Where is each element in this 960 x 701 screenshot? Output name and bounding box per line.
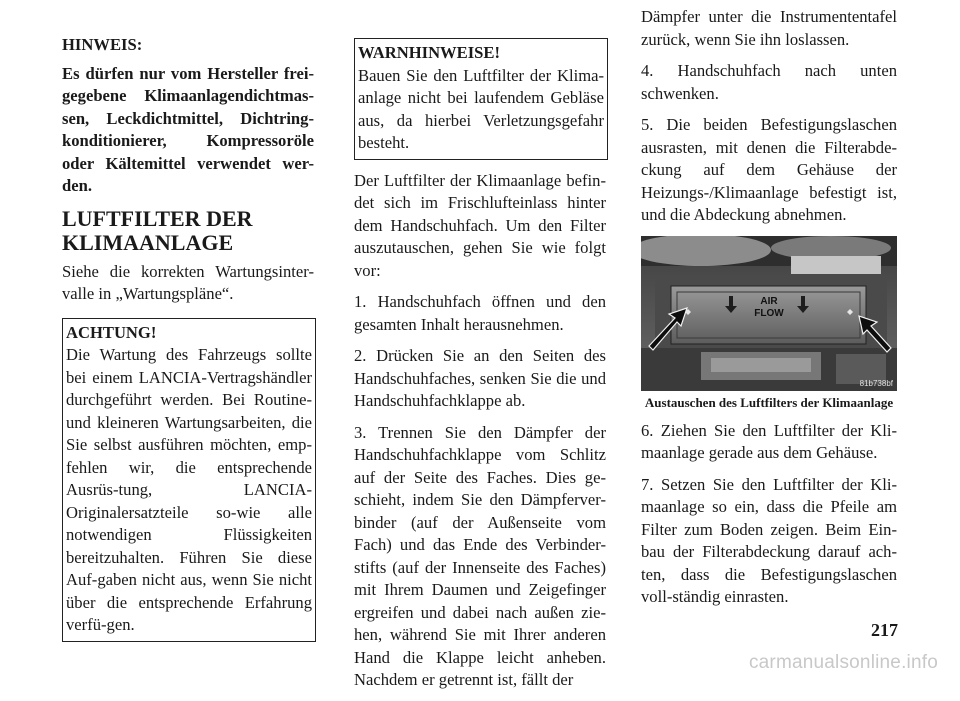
step-4: 4. Handschuhfach nach unten schwenken.: [641, 61, 897, 103]
step-7: 7. Setzen Sie den Luftfilter der Kli-maanlage so ein, dass die Pfeile am Filter zum Boden zeigen. Beim Ein-bau der Filterabdeckung darauf ach-ten, dass die Befestigungslaschen voll-ständig einrasten.: [641, 474, 897, 606]
right-column: [641, 6, 897, 618]
step-3: 3. Trennen Sie den Dämpfer der Handschuhfachklappe vom Schlitz auf der Seite des Faches. Dies ge-schieht, indem Sie den Dämpferver-binder (auf der Außenseite vom Fach) und das Ende des Verbinder-stifts (auf der Innenseite des Faches) mit Ihrem Daumen und Zeigefinger ergreifen und dabei nach außen zie-hen, während Sie mit Ihrer anderen Hand die Klappe leicht anheben. Nachdem er getrennt ist, fällt der: [354, 422, 606, 689]
section-title: LUFTFILTER DER KLIMAANLAGE: [62, 205, 253, 255]
note-heading: HINWEIS:: [62, 35, 143, 54]
intro-text: Siehe die korrekten Wartungsinter-valle in „Wartungspläne“.: [62, 261, 314, 303]
step-6: 6. Ziehen Sie den Luftfilter der Kli-maanlage gerade aus dem Gehäuse.: [641, 420, 897, 462]
paragraph-intro: Der Luftfilter der Klimaanlage befin-det sich im Frischlufteinlass hinter dem Handschuhfach. Um den Filter auszutauschen, gehen Sie wie folgt vor:: [354, 170, 606, 280]
caution-box: [62, 318, 316, 642]
figure-code: 81b738bf: [859, 378, 893, 388]
step-3-continued: Dämpfer unter die Instrumententafel zurück, wenn Sie ihn loslassen.: [641, 7, 897, 49]
figure-label-air: AIR: [760, 295, 778, 307]
caution-body: Die Wartung des Fahrzeugs sollte bei einem LANCIA-Vertragshändler durchgeführt werden. Bei Routine- und kleineren Wartungsarbeiten, die Sie selbst ausführen möchten, emp-fehlen wir, die entsprechende Ausrüs-tung, LANCIA-Originalersatzteile so-wie alle notwendigen Flüssigkeiten bereitzuhalten. Führen Sie diese Auf-gaben nicht aus, wenn Sie nicht über die entsprechende Erfahrung verfü-gen.: [66, 345, 312, 634]
left-column: [62, 34, 314, 642]
step-2: 2. Drücken Sie an den Seiten des Handschuhfaches, senken Sie die und Handschuhfachklappe ab.: [354, 346, 606, 410]
page-number: 217: [871, 620, 898, 640]
figure-caption: Austauschen des Luftfilters der Klimaanlage: [644, 394, 894, 410]
warning-box: [354, 38, 608, 160]
air-filter-figure: [641, 236, 897, 391]
caution-heading: ACHTUNG!: [66, 322, 157, 342]
step-5: 5. Die beiden Befestigungslaschen ausrasten, mit denen die Filterabde-ckung auf dem Gehäuse der Heizungs-/Klimaanlage befestigt ist, und die Abdeckung abnehmen.: [641, 115, 897, 224]
air-filter-illustration: [641, 236, 897, 391]
middle-column: [354, 38, 606, 701]
note-body: Es dürfen nur vom Hersteller frei-gegebene Klimaanlagendichtmas-sen, Leckdichtmittel, Dichtring-konditionierer, Kompressoröle oder Kältemittel verwendet wer-den.: [62, 63, 314, 195]
watermark: carmanualsonline.info: [748, 652, 938, 673]
figure-label-flow: FLOW: [754, 307, 784, 319]
step-1: 1. Handschuhfach öffnen und den gesamten Inhalt herausnehmen.: [354, 292, 606, 334]
warning-heading: WARNHINWEISE!: [358, 43, 500, 62]
warning-body: Bauen Sie den Luftfilter der Klima-anlage nicht bei laufendem Gebläse aus, da hierbei Verletzungsgefahr besteht.: [358, 65, 604, 152]
